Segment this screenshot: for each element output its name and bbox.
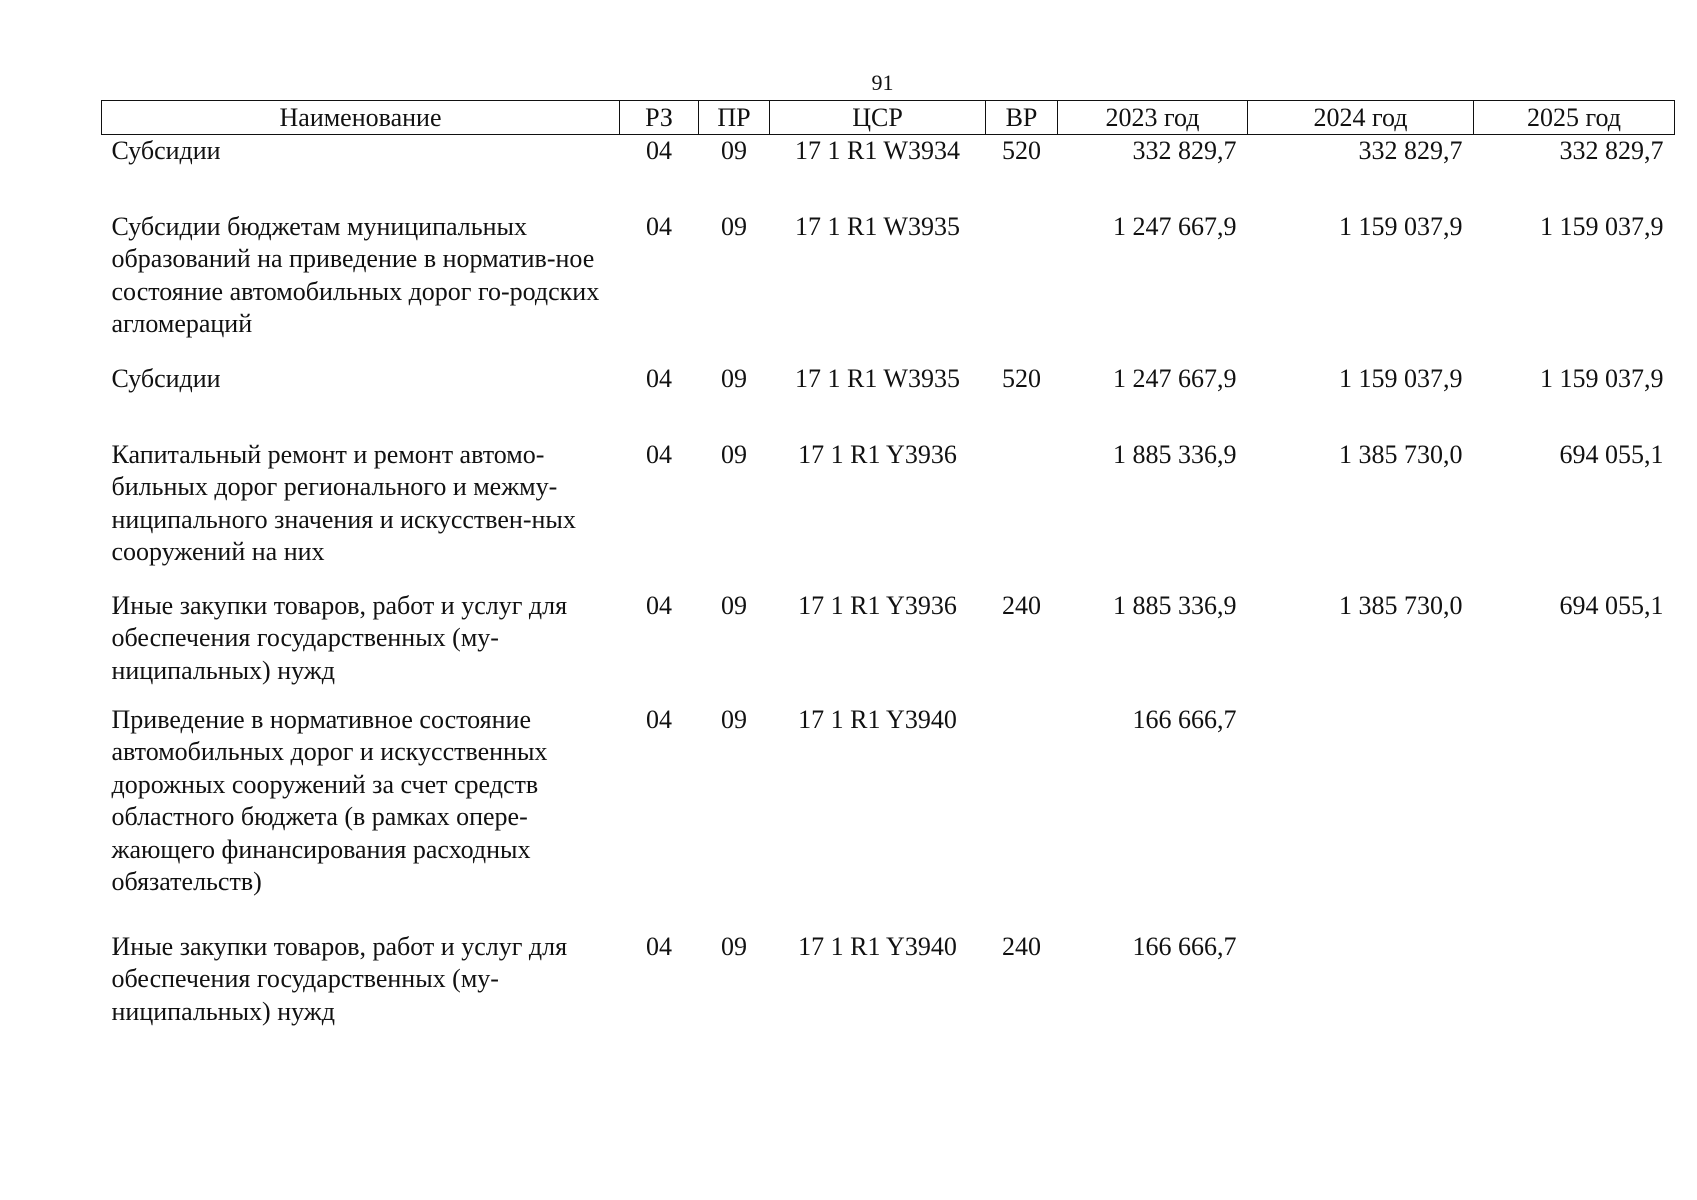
header-2025: 2025 год bbox=[1474, 101, 1675, 135]
table-header-row bbox=[102, 101, 1675, 135]
budget-table bbox=[101, 100, 1675, 1045]
row-csr: 17 1 R1 Y3936 bbox=[798, 590, 957, 620]
row-name: Иные закупки товаров, работ и услуг для обеспечения государственных (му-ниципальных) нужд bbox=[111, 931, 568, 1026]
row-rz: 04 bbox=[646, 931, 672, 961]
row-pr: 09 bbox=[721, 211, 747, 241]
row-pr: 09 bbox=[721, 590, 747, 620]
row-vr: 520 bbox=[1002, 136, 1041, 165]
header-csr: ЦСР bbox=[770, 101, 986, 135]
row-name: Приведение в нормативное состояние автомобильных дорог и искусственных дорожных сооружений за счет средств областного бюджета (в рамках опере-жающего финансирования расходных обязательств) bbox=[111, 704, 548, 896]
row-2023: 1 247 667,9 bbox=[1113, 211, 1237, 241]
row-name: Субсидии бюджетам муниципальных образований на приведение в норматив-ное состояние автомобильных дорог го-родских агломераций bbox=[111, 211, 600, 338]
row-csr: 17 1 R1 Y3940 bbox=[798, 931, 957, 961]
row-2025: 694 055,1 bbox=[1559, 590, 1664, 620]
row-pr: 09 bbox=[721, 704, 747, 734]
row-2024 bbox=[1248, 704, 1474, 931]
row-vr: 520 bbox=[1002, 363, 1041, 393]
row-2024: 1 159 037,9 bbox=[1339, 363, 1463, 393]
header-2023: 2023 год bbox=[1058, 101, 1248, 135]
row-vr: 240 bbox=[1002, 590, 1041, 620]
row-name: Субсидии bbox=[111, 363, 221, 393]
row-rz: 04 bbox=[646, 439, 672, 469]
row-2024 bbox=[1248, 931, 1474, 1045]
header-rz: РЗ bbox=[620, 101, 699, 135]
row-csr: 17 1 R1 W3935 bbox=[795, 211, 960, 241]
row-2025: 332 829,7 bbox=[1559, 136, 1664, 165]
row-vr: 240 bbox=[1002, 931, 1041, 961]
table-row bbox=[102, 931, 1675, 1045]
header-2024: 2024 год bbox=[1248, 101, 1474, 135]
row-pr: 09 bbox=[721, 136, 747, 165]
row-2025: 694 055,1 bbox=[1559, 439, 1664, 469]
table-row bbox=[102, 590, 1675, 704]
row-2023: 332 829,7 bbox=[1132, 136, 1237, 165]
header-pr: ПР bbox=[699, 101, 770, 135]
row-csr: 17 1 R1 Y3936 bbox=[798, 439, 957, 469]
row-rz: 04 bbox=[646, 704, 672, 734]
row-2023: 166 666,7 bbox=[1132, 931, 1237, 961]
row-csr: 17 1 R1 Y3940 bbox=[798, 704, 957, 734]
table-row bbox=[102, 363, 1675, 439]
row-2025 bbox=[1474, 704, 1675, 931]
row-pr: 09 bbox=[721, 363, 747, 393]
row-pr: 09 bbox=[721, 439, 747, 469]
row-name: Субсидии bbox=[111, 136, 221, 165]
row-rz: 04 bbox=[646, 211, 672, 241]
table-row bbox=[102, 135, 1675, 211]
row-2023: 166 666,7 bbox=[1132, 704, 1237, 734]
table-row bbox=[102, 211, 1675, 363]
row-2023: 1 885 336,9 bbox=[1113, 439, 1237, 469]
row-2024: 1 385 730,0 bbox=[1339, 439, 1463, 469]
row-name: Иные закупки товаров, работ и услуг для обеспечения государственных (му-ниципальных) нужд bbox=[111, 590, 568, 685]
row-name: Капитальный ремонт и ремонт автомо-бильных дорог регионального и межму-ниципального значения и искусствен-ных сооружений на них bbox=[111, 439, 576, 566]
row-csr: 17 1 R1 W3935 bbox=[795, 363, 960, 393]
row-csr: 17 1 R1 W3934 bbox=[795, 136, 960, 165]
row-vr bbox=[986, 211, 1058, 363]
row-pr: 09 bbox=[721, 931, 747, 961]
row-rz: 04 bbox=[646, 590, 672, 620]
row-rz: 04 bbox=[646, 363, 672, 393]
header-name: Наименование bbox=[102, 101, 620, 135]
row-vr bbox=[986, 704, 1058, 931]
header-vr: ВР bbox=[986, 101, 1058, 135]
table-row bbox=[102, 704, 1675, 931]
row-2025 bbox=[1474, 931, 1675, 1045]
row-2025: 1 159 037,9 bbox=[1540, 363, 1664, 393]
row-2023: 1 885 336,9 bbox=[1113, 590, 1237, 620]
row-vr bbox=[986, 439, 1058, 590]
row-2024: 1 159 037,9 bbox=[1339, 211, 1463, 241]
row-2025: 1 159 037,9 bbox=[1540, 211, 1664, 241]
row-2024: 1 385 730,0 bbox=[1339, 590, 1463, 620]
page-number: 91 bbox=[871, 70, 894, 95]
row-2023: 1 247 667,9 bbox=[1113, 363, 1237, 393]
table-row bbox=[102, 439, 1675, 590]
row-2024: 332 829,7 bbox=[1358, 136, 1463, 165]
row-rz: 04 bbox=[646, 136, 672, 165]
